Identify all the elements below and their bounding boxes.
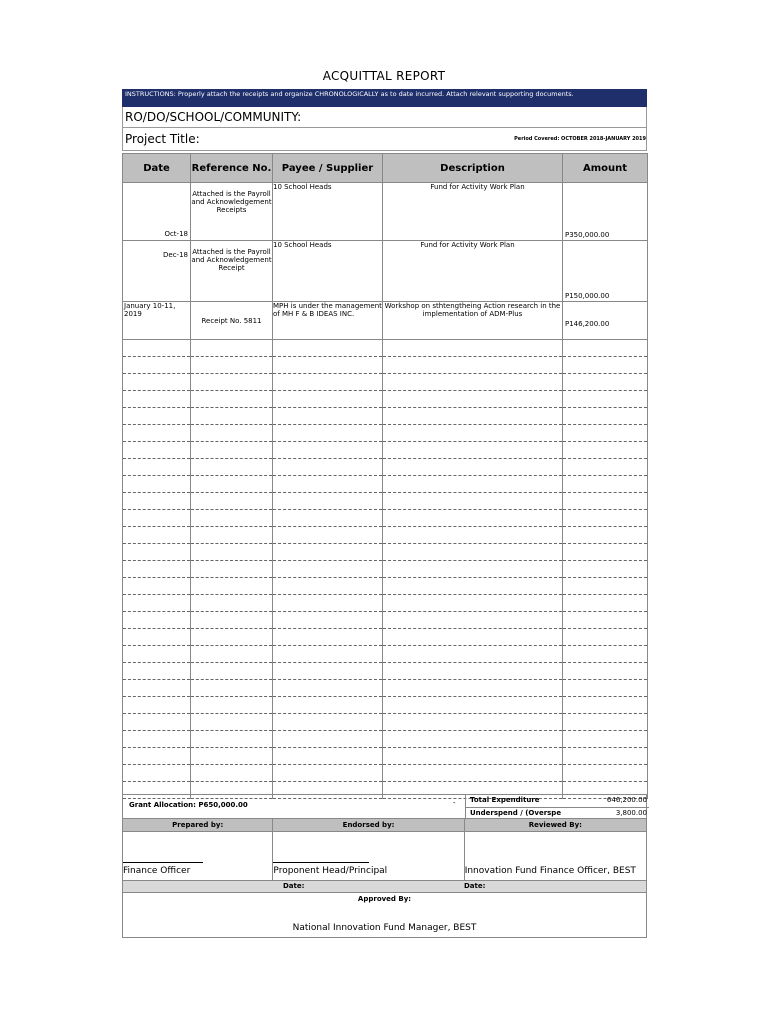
- blank-row: [123, 391, 648, 408]
- signature-section: [122, 818, 647, 938]
- blank-cell: [563, 765, 648, 782]
- grant-allocation: Grant Allocation: P650,000.00: [129, 801, 248, 809]
- blank-cell: [383, 408, 563, 425]
- header-description: Description: [383, 154, 563, 183]
- blank-cell: [123, 578, 191, 595]
- blank-cell: [191, 646, 273, 663]
- signature-header: [122, 818, 647, 832]
- blank-row: [123, 340, 648, 357]
- blank-cell: [123, 629, 191, 646]
- approved-section: [122, 893, 647, 938]
- endorsed-by-label: Endorsed by:: [273, 819, 464, 831]
- blank-cell: [383, 442, 563, 459]
- blank-row: [123, 731, 648, 748]
- blank-cell: [191, 408, 273, 425]
- blank-cell: [563, 510, 648, 527]
- blank-cell: [563, 476, 648, 493]
- blank-cell: [273, 527, 383, 544]
- blank-cell: [273, 748, 383, 765]
- blank-cell: [383, 663, 563, 680]
- blank-cell: [191, 765, 273, 782]
- blank-cell: [191, 663, 273, 680]
- blank-row: [123, 357, 648, 374]
- blank-cell: [273, 459, 383, 476]
- blank-row: [123, 629, 648, 646]
- blank-row: [123, 442, 648, 459]
- blank-row: [123, 748, 648, 765]
- blank-cell: [563, 561, 648, 578]
- header-payee: Payee / Supplier: [273, 154, 383, 183]
- blank-cell: [563, 663, 648, 680]
- row-date: January 10-11, 2019: [123, 302, 191, 340]
- blank-cell: [273, 578, 383, 595]
- blank-cell: [123, 357, 191, 374]
- blank-cell: [383, 425, 563, 442]
- blank-cell: [563, 714, 648, 731]
- report-sheet: [122, 89, 647, 799]
- national-manager: National Innovation Fund Manager, BEST: [292, 923, 477, 933]
- blank-cell: [123, 459, 191, 476]
- blank-cell: [563, 493, 648, 510]
- blank-cell: [273, 561, 383, 578]
- blank-cell: [383, 544, 563, 561]
- blank-cell: [563, 425, 648, 442]
- blank-cell: [191, 561, 273, 578]
- blank-cell: [563, 357, 648, 374]
- blank-cell: [563, 374, 648, 391]
- blank-cell: [273, 340, 383, 357]
- totals-section: [122, 794, 647, 820]
- blank-row: [123, 663, 648, 680]
- blank-cell: [383, 731, 563, 748]
- blank-cell: [123, 408, 191, 425]
- blank-cell: [191, 544, 273, 561]
- proponent-head: Proponent Head/Principal: [273, 866, 388, 876]
- signature-body: [122, 832, 647, 881]
- row-payee: MPH is under the management of MH F & B IDEAS INC.: [273, 302, 383, 340]
- row-desc: Fund for Activity Work Plan: [383, 183, 563, 241]
- total-expenditure-value: 646,200.00: [606, 796, 647, 804]
- blank-cell: [191, 731, 273, 748]
- blank-cell: [191, 493, 273, 510]
- blank-cell: [191, 748, 273, 765]
- blank-cell: [383, 595, 563, 612]
- blank-cell: [563, 408, 648, 425]
- blank-cell: [191, 459, 273, 476]
- blank-cell: [563, 697, 648, 714]
- blank-cell: [273, 697, 383, 714]
- blank-row: [123, 714, 648, 731]
- blank-cell: [123, 561, 191, 578]
- row-amount: P150,000.00: [563, 241, 648, 302]
- blank-cell: [383, 765, 563, 782]
- blank-cell: [191, 357, 273, 374]
- finance-officer: Finance Officer: [123, 866, 191, 876]
- report-title: ACQUITTAL REPORT: [322, 69, 446, 83]
- blank-cell: [563, 340, 648, 357]
- blank-row: [123, 459, 648, 476]
- row-amount: P146,200.00: [563, 302, 648, 340]
- header-date: Date: [123, 154, 191, 183]
- expense-table: [122, 153, 648, 799]
- blank-cell: [123, 595, 191, 612]
- innovation-finance-officer: Innovation Fund Finance Officer, BEST: [464, 866, 636, 876]
- blank-cell: [383, 697, 563, 714]
- blank-row: [123, 476, 648, 493]
- row-date: Dec-18: [123, 241, 191, 302]
- blank-cell: [123, 663, 191, 680]
- blank-cell: [123, 374, 191, 391]
- blank-cell: [123, 340, 191, 357]
- table-row: [123, 241, 648, 302]
- blank-cell: [383, 748, 563, 765]
- blank-cell: [383, 527, 563, 544]
- row-ref: Receipt No. 5811: [191, 302, 273, 340]
- blank-cell: [191, 697, 273, 714]
- blank-cell: [191, 629, 273, 646]
- blank-cell: [273, 680, 383, 697]
- blank-row: [123, 578, 648, 595]
- blank-cell: [123, 510, 191, 527]
- reviewed-date-label: Date:: [464, 882, 486, 890]
- ro-label: RO/DO/SCHOOL/COMMUNITY:: [122, 107, 647, 128]
- row-date: Oct-18: [123, 183, 191, 241]
- blank-row: [123, 561, 648, 578]
- row-payee: 10 School Heads: [273, 241, 383, 302]
- blank-cell: [191, 612, 273, 629]
- blank-cell: [273, 663, 383, 680]
- underspend-value: 3,800.00: [615, 809, 647, 817]
- blank-cell: [123, 476, 191, 493]
- row-payee: 10 School Heads: [273, 183, 383, 241]
- dash-mark: -: [453, 799, 456, 807]
- blank-cell: [383, 340, 563, 357]
- blank-cell: [273, 408, 383, 425]
- blank-cell: [563, 527, 648, 544]
- blank-row: [123, 697, 648, 714]
- blank-row: [123, 374, 648, 391]
- blank-cell: [273, 765, 383, 782]
- blank-cell: [563, 748, 648, 765]
- blank-cell: [273, 391, 383, 408]
- blank-cell: [383, 612, 563, 629]
- row-desc: Workshop on sthtengtheing Action research in the implementation of ADM-Plus: [383, 302, 563, 340]
- blank-cell: [191, 714, 273, 731]
- header-amount: Amount: [563, 154, 648, 183]
- blank-cell: [383, 374, 563, 391]
- blank-row: [123, 595, 648, 612]
- blank-cell: [273, 612, 383, 629]
- blank-row: [123, 510, 648, 527]
- blank-cell: [273, 595, 383, 612]
- blank-cell: [123, 765, 191, 782]
- approved-by-label: Approved By:: [357, 895, 412, 903]
- blank-cell: [563, 544, 648, 561]
- blank-cell: [123, 731, 191, 748]
- blank-row: [123, 493, 648, 510]
- blank-cell: [383, 459, 563, 476]
- row-desc: Fund for Activity Work Plan: [383, 241, 563, 302]
- blank-cell: [273, 714, 383, 731]
- blank-cell: [123, 442, 191, 459]
- blank-cell: [273, 510, 383, 527]
- blank-cell: [383, 680, 563, 697]
- blank-cell: [191, 578, 273, 595]
- blank-cell: [383, 578, 563, 595]
- blank-cell: [563, 646, 648, 663]
- endorsed-date-label: Date:: [283, 882, 305, 890]
- blank-cell: [191, 340, 273, 357]
- blank-cell: [123, 391, 191, 408]
- total-expenditure-label: Total Expenditure: [470, 796, 540, 804]
- blank-cell: [273, 476, 383, 493]
- header-reference: Reference No.: [191, 154, 273, 183]
- blank-cell: [191, 510, 273, 527]
- row-ref: Attached is the Payroll and Acknowledgement Receipts: [191, 183, 273, 241]
- blank-cell: [123, 425, 191, 442]
- blank-cell: [123, 493, 191, 510]
- underspend-label: Underspend / (Overspe: [470, 809, 562, 817]
- blank-cell: [563, 442, 648, 459]
- prepared-by-label: Prepared by:: [123, 819, 273, 831]
- blank-cell: [273, 357, 383, 374]
- blank-cell: [563, 578, 648, 595]
- blank-cell: [563, 595, 648, 612]
- row-ref: Attached is the Payroll and Acknowledgement Receipt: [191, 241, 273, 302]
- blank-cell: [383, 510, 563, 527]
- signature-date-row: [122, 881, 647, 893]
- blank-cell: [123, 714, 191, 731]
- blank-cell: [273, 425, 383, 442]
- blank-cell: [123, 612, 191, 629]
- blank-cell: [123, 544, 191, 561]
- blank-row: [123, 612, 648, 629]
- blank-row: [123, 425, 648, 442]
- blank-cell: [273, 493, 383, 510]
- blank-cell: [383, 357, 563, 374]
- blank-row: [123, 646, 648, 663]
- reviewed-by-label: Reviewed By:: [528, 821, 582, 829]
- blank-cell: [563, 680, 648, 697]
- blank-cell: [191, 442, 273, 459]
- blank-row: [123, 408, 648, 425]
- blank-cell: [383, 493, 563, 510]
- blank-cell: [383, 561, 563, 578]
- row-amount: P350,000.00: [563, 183, 648, 241]
- blank-cell: [563, 731, 648, 748]
- blank-cell: [383, 646, 563, 663]
- blank-cell: [123, 527, 191, 544]
- blank-cell: [383, 476, 563, 493]
- blank-cell: [383, 391, 563, 408]
- totals-row: [122, 794, 647, 820]
- table-row: [123, 183, 648, 241]
- blank-cell: [383, 629, 563, 646]
- blank-cell: [191, 595, 273, 612]
- instructions-banner: INSTRUCTIONS: Properly attach the receipts and organize CHRONOLOGICALLY as to date incurred. Attach relevant supporting documents.: [122, 89, 647, 107]
- blank-cell: [191, 680, 273, 697]
- blank-cell: [273, 374, 383, 391]
- blank-cell: [191, 391, 273, 408]
- blank-cell: [191, 527, 273, 544]
- blank-cell: [191, 374, 273, 391]
- blank-cell: [191, 425, 273, 442]
- blank-cell: [123, 697, 191, 714]
- blank-cell: [563, 459, 648, 476]
- blank-row: [123, 680, 648, 697]
- project-title-row: [122, 128, 647, 151]
- blank-cell: [123, 646, 191, 663]
- blank-cell: [563, 629, 648, 646]
- blank-cell: [191, 476, 273, 493]
- blank-cell: [123, 680, 191, 697]
- blank-row: [123, 544, 648, 561]
- period-covered: Period Covered: OCTOBER 2018-JANUARY 2019: [514, 136, 646, 142]
- blank-row: [123, 765, 648, 782]
- blank-cell: [273, 629, 383, 646]
- blank-cell: [273, 442, 383, 459]
- blank-cell: [563, 391, 648, 408]
- project-title-label: Project Title:: [125, 132, 200, 146]
- blank-cell: [563, 612, 648, 629]
- table-row: [123, 302, 648, 340]
- blank-row: [123, 527, 648, 544]
- blank-cell: [273, 544, 383, 561]
- blank-cell: [383, 714, 563, 731]
- blank-cell: [123, 748, 191, 765]
- blank-cell: [273, 731, 383, 748]
- blank-cell: [273, 646, 383, 663]
